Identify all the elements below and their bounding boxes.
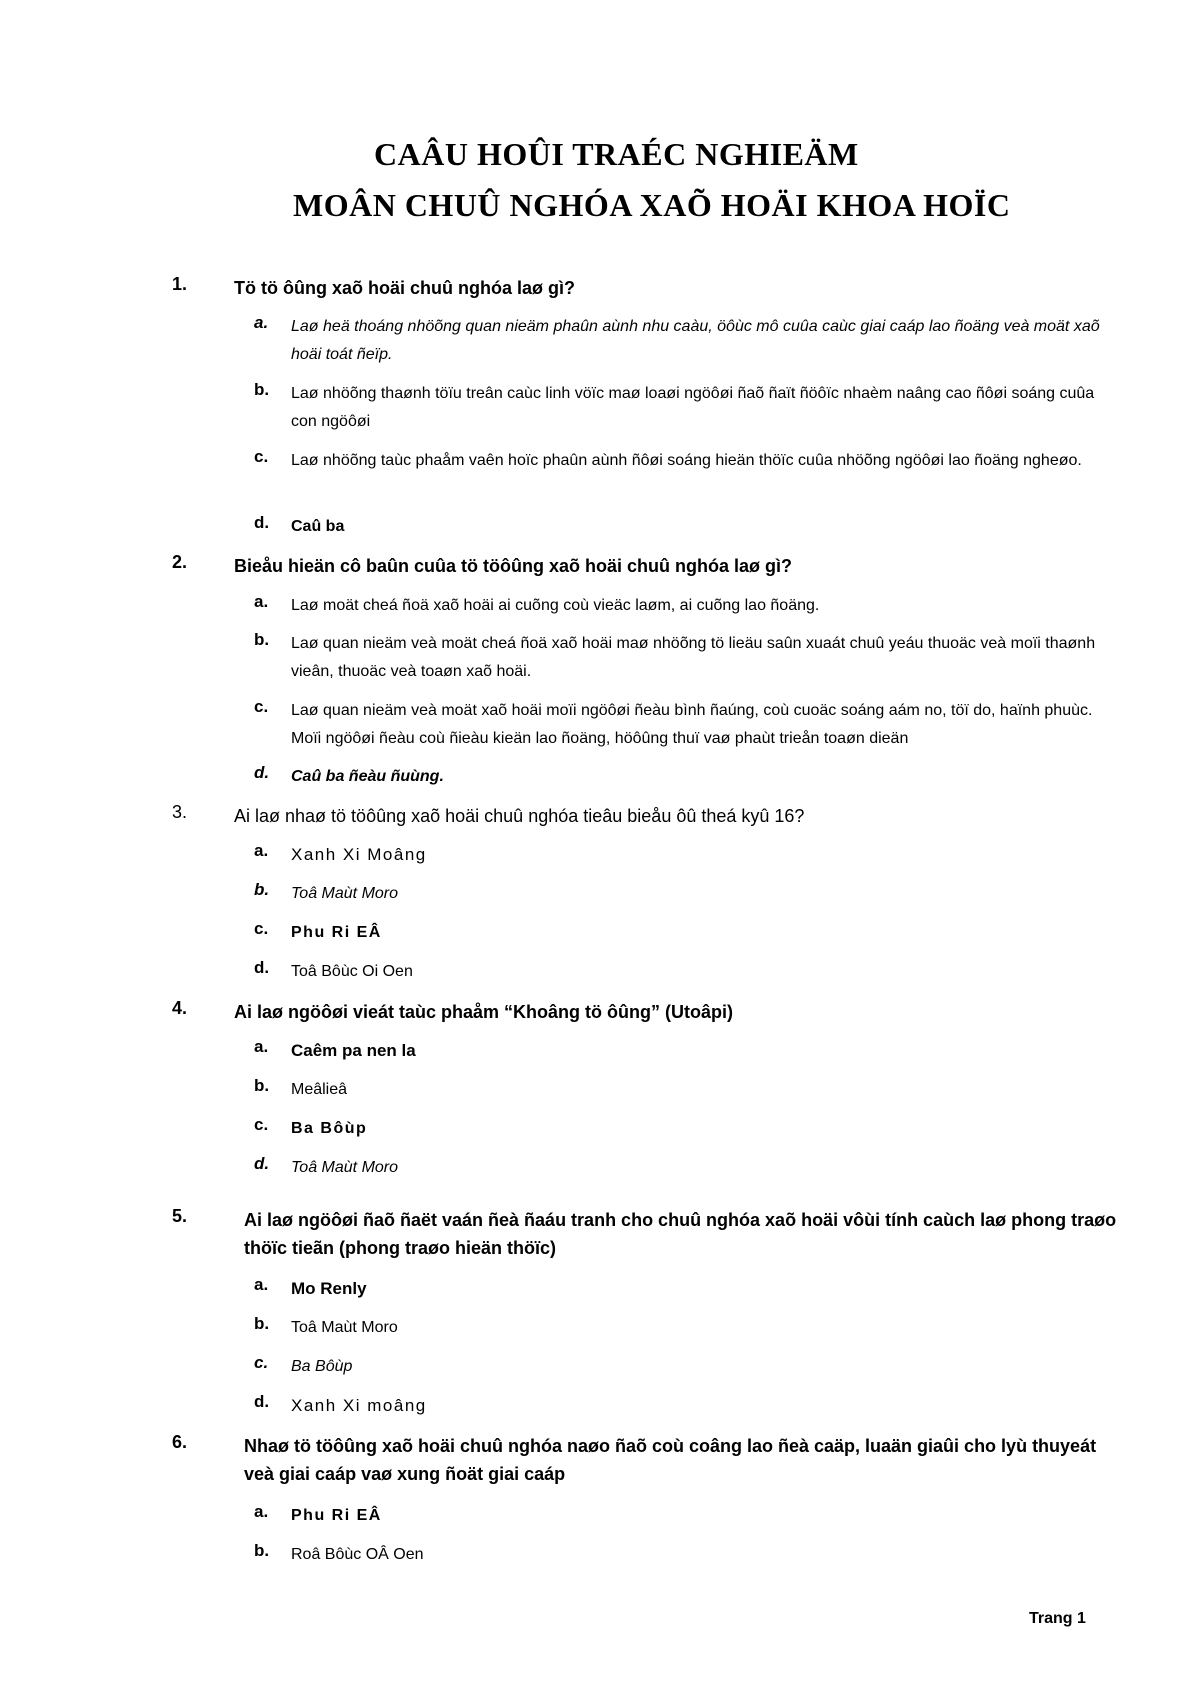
option-label: d.	[254, 513, 270, 532]
question-number: 5.	[172, 1206, 188, 1226]
option-text: Ba Bôùp	[291, 1120, 368, 1137]
question-text: Bieåu hieän cô baûn cuûa tö töôûng xaõ hoäi chuû nghóa laø gì?	[234, 556, 793, 576]
option-label: c.	[254, 697, 269, 716]
option-text: Roâ Bôùc OÂ Oen	[291, 1546, 424, 1563]
option-label: c.	[254, 1115, 269, 1134]
option-label: c.	[254, 1353, 269, 1372]
option-text: Laø moät cheá ñoä xaõ hoäi ai cuõng coù vieäc laøm, ai cuõng lao ñoäng.	[291, 597, 820, 614]
option-text: Phu Ri EÂ	[291, 924, 382, 941]
question-text: Ai laø ngöôøi vieát taùc phaåm “Khoâng tö ôûng” (Utoâpi)	[234, 1002, 733, 1022]
option-text: Laø nhöõng taùc phaåm vaên hoïc phaûn aùnh ñôøi soáng hieän thöïc cuûa nhöõng ngöôøi lao ñoäng ngheøo.	[291, 452, 1082, 469]
option-text: Laø quan nieäm veà moät cheá ñoä xaõ hoäi maø nhöõng tö lieäu saûn xuaát chuû yeáu thuoäc veà moïi thaønh vieân, thuoäc veà toaøn xaõ hoäi.	[291, 635, 1096, 680]
option-label: a.	[254, 1275, 269, 1294]
option-text: Phu Ri EÂ	[291, 1507, 382, 1524]
question-number: 1.	[172, 274, 188, 294]
option-text: Toâ Bôùc Oi Oen	[291, 963, 413, 980]
option-text: Caû ba ñeàu ñuùng.	[291, 768, 444, 785]
option-label: b.	[254, 630, 270, 649]
option-label: d.	[254, 763, 270, 782]
question-text: Ai laø nhaø tö töôûng xaõ hoäi chuû nghóa tieâu bieåu ôû theá kyû 16?	[234, 806, 805, 826]
option-text: Toâ Maùt Moro	[291, 1319, 398, 1336]
option-text: Laø quan nieäm veà moät xaõ hoäi moïi ngöôøi ñeàu bình ñaúng, coù cuoäc soáng aám no, töï do, haïnh phuùc. Moïi ngöôøi ñeàu coù ñieàu kieän lao ñoäng, höôûng thuï vaø phaùt trieån toaøn dieän	[291, 702, 1093, 747]
option-text: Ba Bôùp	[291, 1358, 353, 1375]
option-label: c.	[254, 919, 269, 938]
option-text: Xanh Xi moâng	[291, 1396, 427, 1415]
option-text: Laø nhöõng thaønh töïu treân caùc linh vöïc maø loaøi ngöôøi ñaõ ñaït ñöôïc nhaèm naâng cao ñôøi soáng cuûa con ngöôøi	[291, 385, 1095, 430]
question-text: Tö tö ôûng xaõ hoäi chuû nghóa laø gì?	[234, 278, 575, 298]
option-text: Mo Renly	[291, 1279, 367, 1298]
option-label: b.	[254, 1076, 270, 1095]
document-title-line-1: CAÂU HOÛI TRAÉC NGHIEÄM	[374, 136, 859, 172]
page-number: Trang 1	[1029, 1610, 1086, 1627]
option-label: a.	[254, 841, 269, 860]
question-text: Nhaø tö töôûng xaõ hoäi chuû nghóa naøo ñaõ coù coâng lao ñeà caäp, luaän giaûi cho lyù thuyeát veà giai caáp vaø xung ñoät giai caáp	[244, 1436, 1097, 1484]
question-number: 3.	[172, 802, 188, 822]
option-text: Toâ Maùt Moro	[291, 885, 399, 902]
option-text: Xanh Xi Moâng	[291, 845, 427, 864]
option-label: b.	[254, 1314, 270, 1333]
option-label: b.	[254, 1541, 270, 1560]
option-text: Laø heä thoáng nhöõng quan nieäm phaûn aùnh nhu caàu, öôùc mô cuûa caùc giai caáp lao ñoäng veà moät xaõ hoäi toát ñeïp.	[291, 318, 1100, 363]
option-label: b.	[254, 880, 270, 899]
question-number: 6.	[172, 1432, 188, 1452]
option-text: Toâ Maùt Moro	[291, 1159, 399, 1176]
option-label: a.	[254, 1502, 269, 1521]
question-number: 4.	[172, 998, 188, 1018]
option-text: Caû ba	[291, 518, 345, 535]
option-label: a.	[254, 313, 269, 332]
option-label: d.	[254, 1154, 270, 1173]
option-text: Meâlieâ	[291, 1081, 348, 1098]
option-label: a.	[254, 1037, 269, 1056]
option-label: c.	[254, 447, 269, 466]
option-label: d.	[254, 958, 270, 977]
option-label: d.	[254, 1392, 270, 1411]
document-title-line-2: MOÂN CHUÛ NGHÓA XAÕ HOÄI KHOA HOÏC	[293, 187, 1011, 223]
option-text: Caêm pa nen la	[291, 1041, 416, 1060]
question-text: Ai laø ngöôøi ñaõ ñaët vaán ñeà ñaáu tranh cho chuû nghóa xaõ hoäi vôùi tính caùch laø phong traøo thöïc tieãn (phong traøo hieän thöïc)	[244, 1210, 1117, 1258]
option-label: a.	[254, 592, 269, 611]
question-number: 2.	[172, 552, 188, 572]
option-label: b.	[254, 380, 270, 399]
